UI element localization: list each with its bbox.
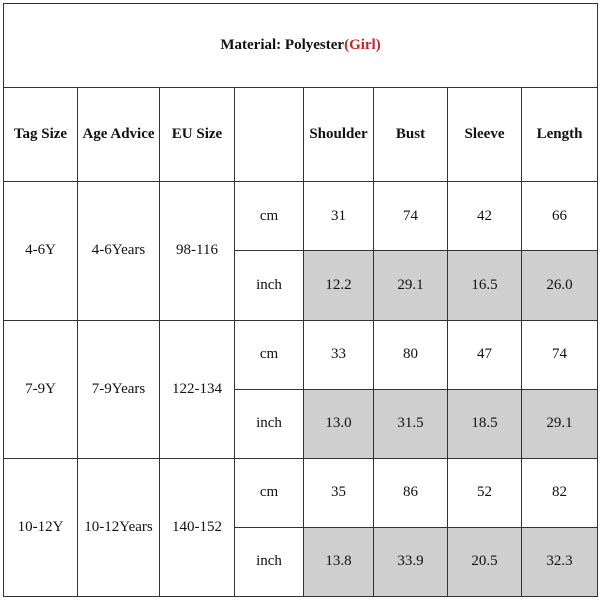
unit-cell: cm [235, 320, 304, 389]
header-bust: Bust [374, 88, 448, 182]
length-cell: 26.0 [522, 251, 598, 320]
unit-cell: cm [235, 458, 304, 527]
header-age-advice: Age Advice [78, 88, 160, 182]
sleeve-cell: 20.5 [448, 527, 522, 596]
length-cell: 32.3 [522, 527, 598, 596]
title-paren-close: ) [375, 37, 381, 54]
length-cell: 74 [522, 320, 598, 389]
eu-size-cell: 140-152 [160, 458, 235, 596]
header-sleeve: Sleeve [448, 88, 522, 182]
sleeve-cell: 16.5 [448, 251, 522, 320]
title-paren-open: ( [344, 37, 350, 54]
chart-title [4, 4, 598, 88]
header-unit [235, 88, 304, 182]
shoulder-cell: 13.0 [304, 389, 374, 458]
shoulder-cell: 35 [304, 458, 374, 527]
unit-cell: inch [235, 389, 304, 458]
length-cell: 66 [522, 182, 598, 251]
length-cell: 82 [522, 458, 598, 527]
age-advice-cell: 10-12Years [78, 458, 160, 596]
bust-cell: 80 [374, 320, 448, 389]
header-row [4, 88, 598, 182]
tag-size-cell: 7-9Y [4, 320, 78, 458]
tag-size-cell: 4-6Y [4, 182, 78, 320]
bust-cell: 31.5 [374, 389, 448, 458]
bust-cell: 29.1 [374, 251, 448, 320]
shoulder-cell: 33 [304, 320, 374, 389]
length-cell: 29.1 [522, 389, 598, 458]
eu-size-cell: 122-134 [160, 320, 235, 458]
shoulder-cell: 13.8 [304, 527, 374, 596]
sleeve-cell: 52 [448, 458, 522, 527]
bust-cell: 74 [374, 182, 448, 251]
table-row-cm [4, 458, 598, 527]
shoulder-cell: 12.2 [304, 251, 374, 320]
unit-cell: cm [235, 182, 304, 251]
sleeve-cell: 42 [448, 182, 522, 251]
age-advice-cell: 7-9Years [78, 320, 160, 458]
title-accent: Girl [349, 37, 376, 54]
bust-cell: 33.9 [374, 527, 448, 596]
header-eu-size: EU Size [160, 88, 235, 182]
shoulder-cell: 31 [304, 182, 374, 251]
header-shoulder: Shoulder [304, 88, 374, 182]
bust-cell: 86 [374, 458, 448, 527]
header-tag-size: Tag Size [4, 88, 78, 182]
unit-cell: inch [235, 251, 304, 320]
table-row-cm [4, 320, 598, 389]
sleeve-cell: 18.5 [448, 389, 522, 458]
sleeve-cell: 47 [448, 320, 522, 389]
table-row-cm [4, 182, 598, 251]
eu-size-cell: 98-116 [160, 182, 235, 320]
title-row [4, 4, 598, 88]
unit-cell: inch [235, 527, 304, 596]
tag-size-cell: 10-12Y [4, 458, 78, 596]
header-length: Length [522, 88, 598, 182]
title-text: Material: Polyester [220, 37, 345, 54]
age-advice-cell: 4-6Years [78, 182, 160, 320]
size-chart-table [3, 3, 598, 597]
